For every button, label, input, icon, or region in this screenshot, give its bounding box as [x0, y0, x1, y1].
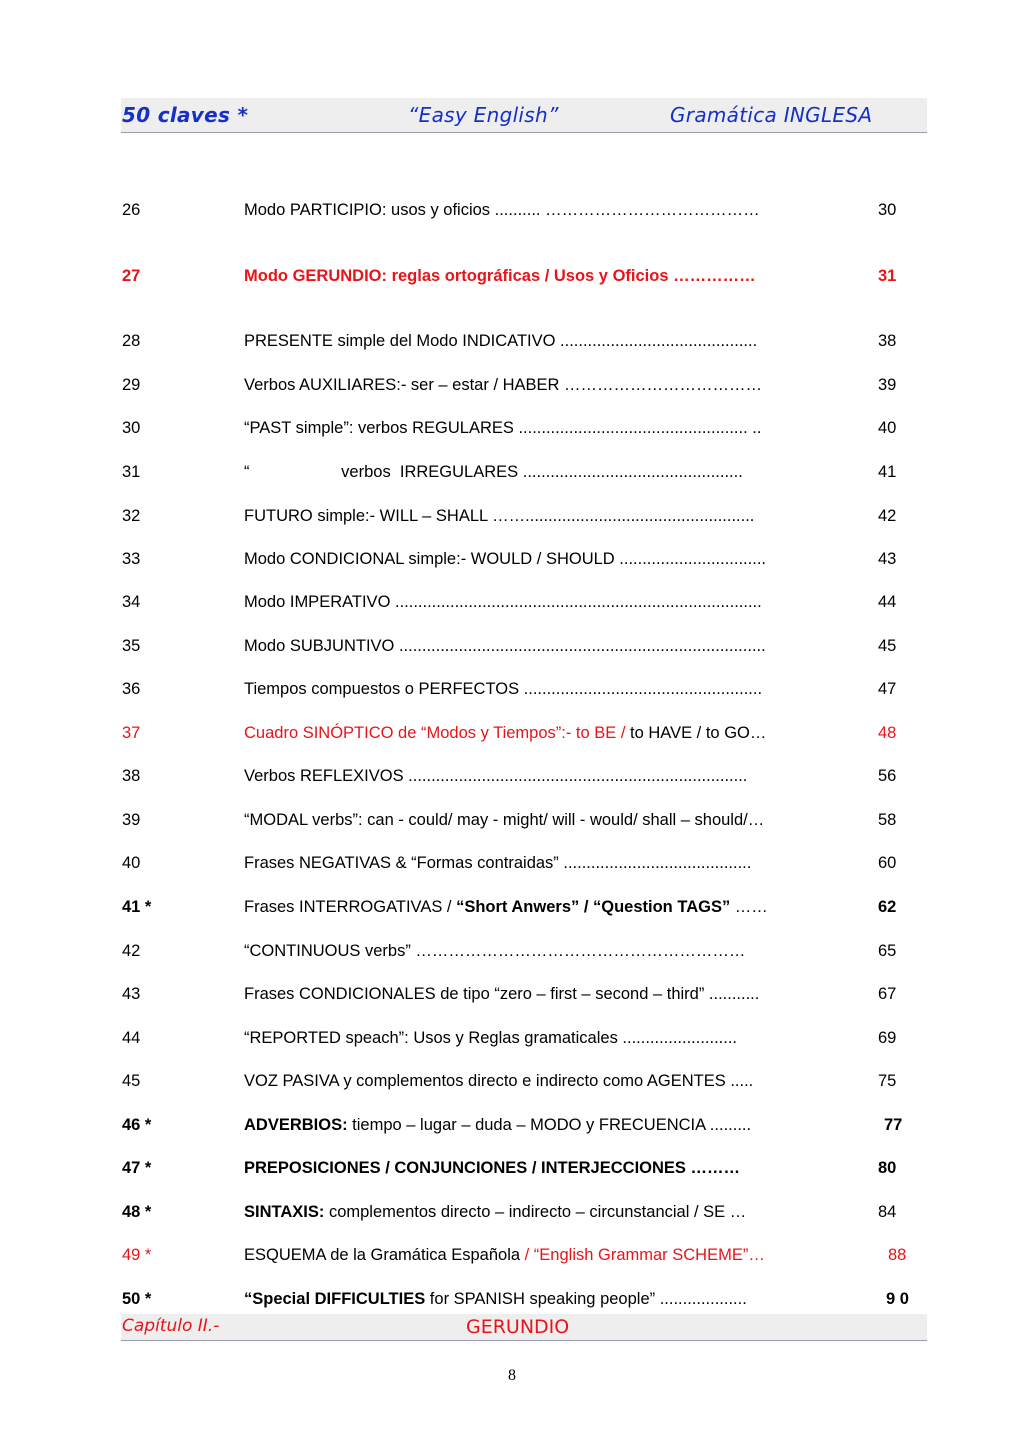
toc-row: [121, 982, 927, 1006]
toc-title: “REPORTED speach”: Usos y Reglas gramaticales .........................: [244, 1029, 738, 1047]
toc-title: [244, 1243, 847, 1267]
toc-row: [121, 677, 927, 701]
toc-number: 34: [122, 593, 141, 611]
toc-number: 26: [122, 201, 141, 219]
toc-page: 38: [878, 332, 897, 350]
toc-row: [121, 416, 927, 440]
toc-number: 33: [122, 550, 141, 568]
header-left: 50 claves *: [122, 103, 249, 127]
toc-page: 56: [878, 767, 897, 785]
toc-page: 80: [878, 1159, 897, 1177]
toc-number: 39: [122, 811, 141, 829]
toc-page: 44: [878, 593, 897, 611]
toc-number: 36: [122, 680, 141, 698]
toc-title: “MODAL verbs”: can - could/ may - might/ will - would/ shall – should/…: [244, 811, 765, 829]
toc-title: Tiempos compuestos o PERFECTOS ....................................................: [244, 680, 763, 698]
toc-number: 28: [122, 332, 141, 350]
page-number: 8: [508, 1367, 516, 1384]
toc-page: 69: [878, 1029, 897, 1047]
toc-title-part: tiempo – lugar – duda – MODO y FRECUENCIA .........: [347, 1116, 752, 1134]
chapter-title: GERUNDIO: [466, 1316, 570, 1338]
toc-title: PREPOSICIONES / CONJUNCIONES / INTERJECCIONES ………: [244, 1159, 740, 1177]
toc-number: 38: [122, 767, 141, 785]
toc-title-part: “Short Anwers” / “Question TAGS”: [456, 898, 731, 916]
toc-row: [121, 504, 927, 528]
toc-row: [121, 851, 927, 875]
toc-number: 27: [122, 267, 141, 285]
toc-row: [121, 721, 927, 745]
toc-title-part: / “English Grammar SCHEME”…: [520, 1246, 765, 1264]
toc-title-part: ESQUEMA de la Gramática Española: [244, 1246, 521, 1264]
toc-title-part: to HAVE / to GO…: [630, 724, 767, 742]
toc-number: 46 *: [122, 1116, 152, 1134]
toc-number: 32: [122, 507, 141, 525]
toc-page: 39: [878, 376, 897, 394]
toc-number: 41 *: [122, 898, 152, 916]
toc-row: [121, 1243, 927, 1267]
toc-row: [121, 1287, 927, 1311]
toc-title-part: ……: [730, 898, 768, 916]
toc-row: [121, 547, 927, 571]
toc-title-part: SINTAXIS:: [244, 1203, 325, 1221]
toc-title: FUTURO simple:- WILL – SHALL ……..................................................: [244, 507, 755, 525]
toc-page: 48: [878, 724, 897, 742]
toc-row: [121, 198, 927, 222]
toc-row: [121, 590, 927, 614]
toc-number: 44: [122, 1029, 141, 1047]
toc-page: 60: [878, 854, 897, 872]
toc-page: 45: [878, 637, 897, 655]
toc-number: 31: [122, 463, 141, 481]
toc-row: [121, 373, 927, 397]
header-middle: “Easy English”: [408, 103, 559, 127]
toc-page: 41: [878, 463, 897, 481]
toc-title-part: for SPANISH speaking people” ...................: [425, 1290, 747, 1308]
toc-page: 31: [878, 267, 897, 285]
toc-row: [121, 808, 927, 832]
toc-number: 42: [122, 942, 141, 960]
toc-row: [121, 1026, 927, 1050]
toc-title-part: “Special DIFFICULTIES: [244, 1290, 426, 1308]
toc-page: 47: [878, 680, 897, 698]
running-header: [121, 98, 927, 133]
toc-page: 67: [878, 985, 897, 1003]
toc-number: 37: [122, 724, 141, 742]
toc-row: [121, 1156, 927, 1180]
toc-row: [121, 1113, 927, 1137]
toc-row: [121, 460, 927, 484]
toc-row: [121, 264, 927, 288]
toc-number: 43: [122, 985, 141, 1003]
toc-row: [121, 1200, 927, 1224]
toc-page: 40: [878, 419, 897, 437]
toc-number: 35: [122, 637, 141, 655]
toc-title: [244, 1200, 847, 1224]
toc-title: Verbos AUXILIARES:- ser – estar / HABER ………………………………: [244, 376, 763, 394]
toc-page: 75: [878, 1072, 897, 1090]
toc-number: 29: [122, 376, 141, 394]
toc-title: “CONTINUOUS verbs” ……………………………………………………: [244, 942, 746, 960]
toc-row: [121, 764, 927, 788]
toc-title: [244, 1113, 847, 1137]
toc-title: Modo SUBJUNTIVO ................................................................................: [244, 637, 766, 655]
toc-title: “PAST simple”: verbos REGULARES .................................................. ..: [244, 419, 762, 437]
toc-title: Frases CONDICIONALES de tipo “zero – first – second – third” ...........: [244, 985, 760, 1003]
toc-page: 58: [878, 811, 897, 829]
toc-title: VOZ PASIVA y complementos directo e indirecto como AGENTES .....: [244, 1072, 754, 1090]
toc-number: 45: [122, 1072, 141, 1090]
toc-title-part: Cuadro SINÓPTICO de “Modos y Tiempos”:- to BE /: [244, 724, 631, 742]
toc-row: [121, 329, 927, 353]
toc-page: 9 0: [886, 1290, 909, 1308]
toc-title: Modo IMPERATIVO ................................................................................: [244, 593, 762, 611]
toc-title-part: ADVERBIOS:: [244, 1116, 348, 1134]
header-right: Gramática INGLESA: [670, 103, 873, 127]
toc-row: [121, 634, 927, 658]
toc-row: [121, 895, 927, 919]
toc-title: [244, 1287, 847, 1311]
toc-number: 47 *: [122, 1159, 152, 1177]
toc-page: 30: [878, 201, 897, 219]
toc-page: 84: [878, 1203, 897, 1221]
toc-title: Modo PARTICIPIO: usos y oficios .......... …………………………………: [244, 201, 760, 219]
toc-title: [244, 721, 847, 745]
toc-number: 30: [122, 419, 141, 437]
toc-page: 88: [888, 1246, 907, 1264]
toc-title-part: Frases INTERROGATIVAS /: [244, 898, 457, 916]
toc-title: PRESENTE simple del Modo INDICATIVO ...........................................: [244, 332, 758, 350]
toc-title: Frases NEGATIVAS & “Formas contraidas” .........................................: [244, 854, 752, 872]
toc-row: [121, 939, 927, 963]
toc-page: 77: [884, 1116, 903, 1134]
toc-page: 65: [878, 942, 897, 960]
toc-title: Modo CONDICIONAL simple:- WOULD / SHOULD ................................: [244, 550, 766, 568]
toc-number: 50 *: [122, 1290, 152, 1308]
toc-title: “ verbos IRREGULARES ................................................: [244, 463, 743, 481]
chapter-label: Capítulo II.-: [122, 1316, 220, 1336]
toc-page: 43: [878, 550, 897, 568]
toc-number: 48 *: [122, 1203, 152, 1221]
toc-number: 49 *: [122, 1246, 152, 1264]
toc-title: [244, 895, 847, 919]
running-footer: [121, 1314, 927, 1341]
toc-title-part: complementos directo – indirecto – circunstancial / SE …: [324, 1203, 747, 1221]
toc-title: Verbos REFLEXIVOS ..........................................................................: [244, 767, 748, 785]
toc-page: 62: [878, 898, 897, 916]
toc-row: [121, 1069, 927, 1093]
toc-number: 40: [122, 854, 141, 872]
toc-page: 42: [878, 507, 897, 525]
toc-title: Modo GERUNDIO: reglas ortográficas / Usos y Oficios ……………: [244, 267, 756, 285]
